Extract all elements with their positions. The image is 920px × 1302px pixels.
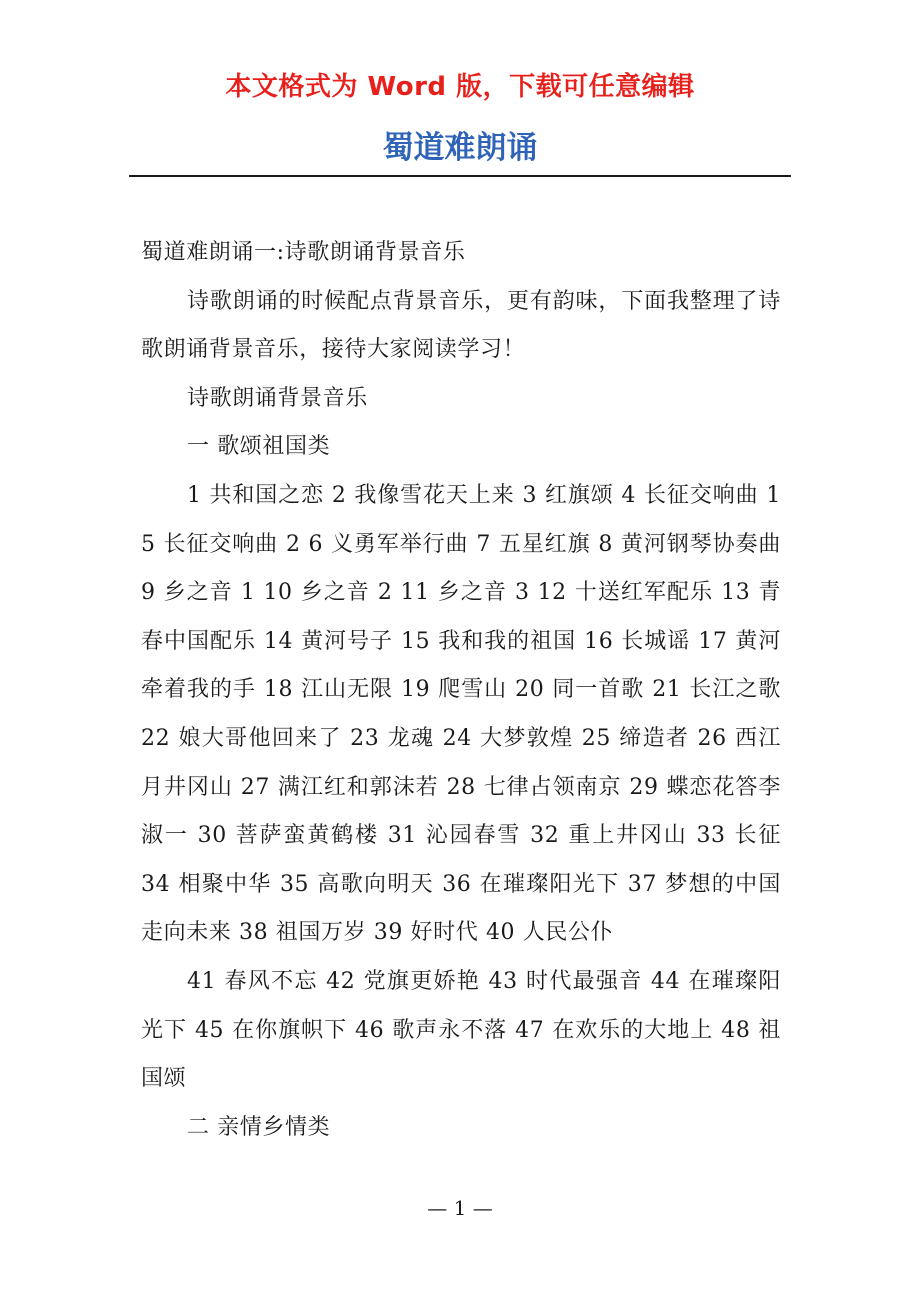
category-heading: 二 亲情乡情类: [187, 1114, 331, 1140]
document-title: 蜀道难朗诵: [382, 130, 538, 166]
title-divider: [129, 175, 791, 177]
section-heading: 蜀道难朗诵一:诗歌朗诵背景音乐: [141, 240, 466, 265]
document-body: [141, 229, 781, 1152]
song-list-paragraph: 1 共和国之恋 2 我像雪花天上来 3 红旗颂 4 长征交响曲 1 5 长征交响曲 2 6 义勇军举行曲 7 五星红旗 8 黄河钢琴协奏曲 9 乡之音 1 10 乡之音 2 11 乡之音 3 12 十送红军配乐 13 青春中国配乐 14 黄河号子 15 我和我的祖国 16 长城谣 17 黄河牵着我的手 18 江山无限 19 爬雪山 20 同一首歌 21 长江之歌 22 娘大哥他回来了 23 龙魂 24 大梦敦煌 25 缔造者 26 西江月井冈山 27 满江红和郭沫若 28 七律占领南京 29 蝶恋花答李淑一 30 菩萨蛮黄鹤楼 31 沁园春雪 32 重上井冈山 33 长征 34 相聚中华 35 高歌向明天 36 在璀璨阳光下 37 梦想的中国走向未来 38 祖国万岁 39 好时代 40 人民公仆: [141, 482, 781, 946]
intro-paragraph: 诗歌朗诵的时候配点背景音乐，更有韵味，下面我整理了诗歌朗诵背景音乐，接待大家阅读学习！: [141, 288, 781, 363]
song-list-paragraph: 41 春风不忘 42 党旗更娇艳 43 时代最强音 44 在璀璨阳光下 45 在你旗帜下 46 歌声永不落 47 在欢乐的大地上 48 祖国颂: [141, 968, 781, 1092]
page-number: — 1 —: [427, 1196, 493, 1220]
category-heading: 一 歌颂祖国类: [187, 434, 331, 460]
subheading: 诗歌朗诵背景音乐: [187, 385, 368, 411]
format-notice-banner: 本文格式为 Word 版，下载可任意编辑: [225, 72, 695, 102]
